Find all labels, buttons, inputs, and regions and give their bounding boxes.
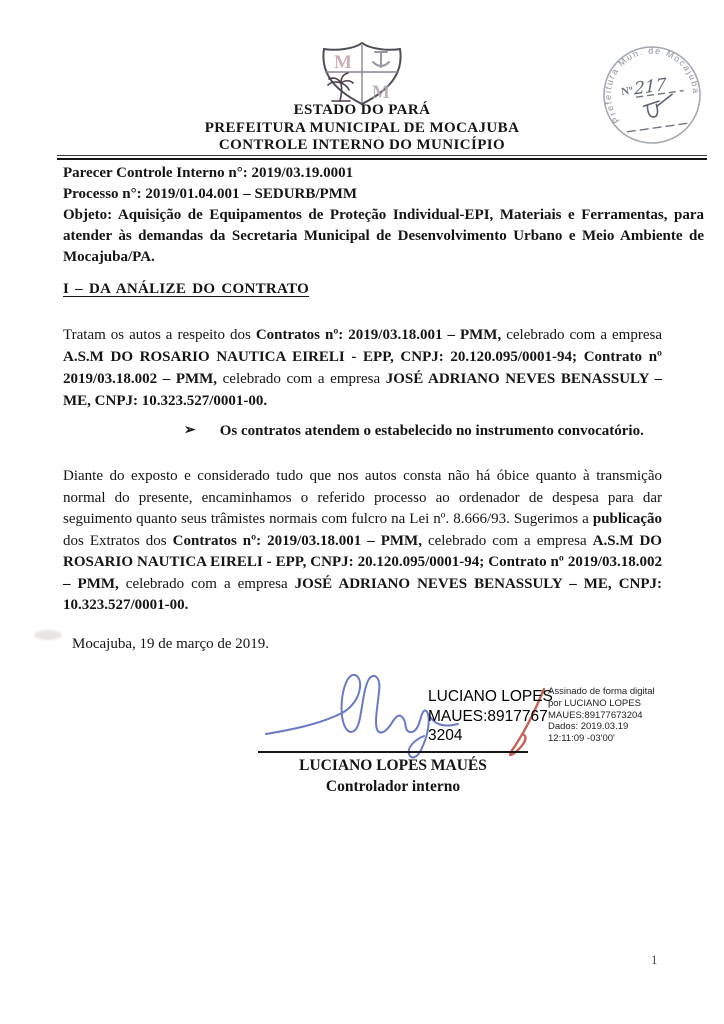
date-line: Mocajuba, 19 de março de 2019. — [72, 636, 270, 652]
paragraph-contracts: Tratam os autos a respeito dos Contratos nº: 2019/03.18.001 – PMM, celebrado com a empresa A.S.M DO ROSARIO NAUTICA EIRELI - EPP, CNPJ: 20.120.095/0001-94; Contrato nº 2019/03.18.002 – PMM, celebrado com a empresa JOSÉ ADRIANO NEVES BENASSULY – ME, CNPJ: 10.323.527/0001-00. — [63, 327, 663, 409]
crest-letter-m-topleft: M — [334, 52, 352, 73]
stamp-number-value: 217 — [634, 74, 667, 100]
header-municipality: PREFEITURA MUNICIPAL DE MOCAJUBA — [204, 119, 520, 136]
digital-detail-line: Assinado de forma digital — [548, 686, 655, 697]
stamp-circular-text: Prefeitura Mun. de Mocajuba — [602, 45, 702, 126]
bullet-item — [184, 423, 644, 440]
document-header — [0, 102, 724, 155]
scan-smudge — [34, 630, 62, 640]
bullet-arrow-icon: ➢ — [184, 423, 196, 438]
digital-signature-name — [428, 687, 554, 746]
signature-rule — [258, 751, 528, 753]
header-state: ESTADO DO PARÁ — [293, 102, 431, 118]
section-heading: I – DA ANÁLIZE DO CONTRATO — [63, 281, 310, 297]
digital-detail-line: por LUCIANO LOPES — [548, 697, 641, 709]
objeto-line: Objeto: Aquisição de Equipamentos de Proteção Individual-EPI, Materiais e Ferramentas, para atender às demandas da Secretaria Municipal de Desenvolvimento Urbano e Meio Ambiente de Mocajuba/PA. — [63, 207, 704, 265]
digital-name-line: LUCIANO LOPES — [428, 688, 553, 705]
header-rule — [57, 155, 707, 160]
paragraph-conclusion: Diante do exposto e considerado tudo que nos autos consta não há óbice quanto à transmição normal do presente, encaminhamos o referido processo ao ordenador de despesa para dar seguimento quanto seus trâmistes normais com fulcro na Lei nº. 8.666/93. Sugerimos a publicação dos Extratos dos Contratos nº: 2019/03.18.001 – PMM, celebrado com a empresa A.S.M DO ROSARIO NAUTICA EIRELI - EPP, CNPJ: 20.120.095/0001-94; Contrato nº 2019/03.18.002 – PMM, celebrado com a empresa JOSÉ ADRIANO NEVES BENASSULY – ME, CNPJ: 10.323.527/0001-00. — [63, 468, 663, 613]
crest-letter-m-bottomright: M — [372, 82, 390, 103]
digital-signature-details — [548, 686, 670, 745]
signer-name: LUCIANO LOPES MAUÉS — [299, 757, 487, 774]
processo-number-line: Processo n°: 2019/01.04.001 – SEDURB/PMM — [63, 186, 358, 202]
municipal-crest-icon — [318, 40, 406, 106]
bullet-text: Os contratos atendem o estabelecido no instrumento convocatório. — [219, 423, 644, 439]
page-number: 1 — [651, 952, 658, 967]
info-block — [63, 163, 704, 268]
digital-name-line: MAUES:8917767 — [428, 707, 548, 725]
header-department: CONTROLE INTERNO DO MUNICÍPIO — [218, 137, 506, 153]
digital-detail-line: MAUES:89177673204 — [548, 709, 643, 721]
signature-block — [238, 755, 548, 797]
digital-detail-line: 12:11:09 -03'00' — [548, 733, 615, 745]
parecer-number-line: Parecer Controle Interno n°: 2019/03.19.0001 — [63, 165, 354, 181]
digital-detail-line: Dados: 2019.03.19 — [548, 721, 629, 733]
crest-anchor-icon — [373, 52, 389, 67]
digital-name-line: 3204 — [428, 727, 463, 744]
stamp-number-label: Nº — [620, 84, 634, 99]
signer-title: Controlador interno — [325, 778, 461, 795]
